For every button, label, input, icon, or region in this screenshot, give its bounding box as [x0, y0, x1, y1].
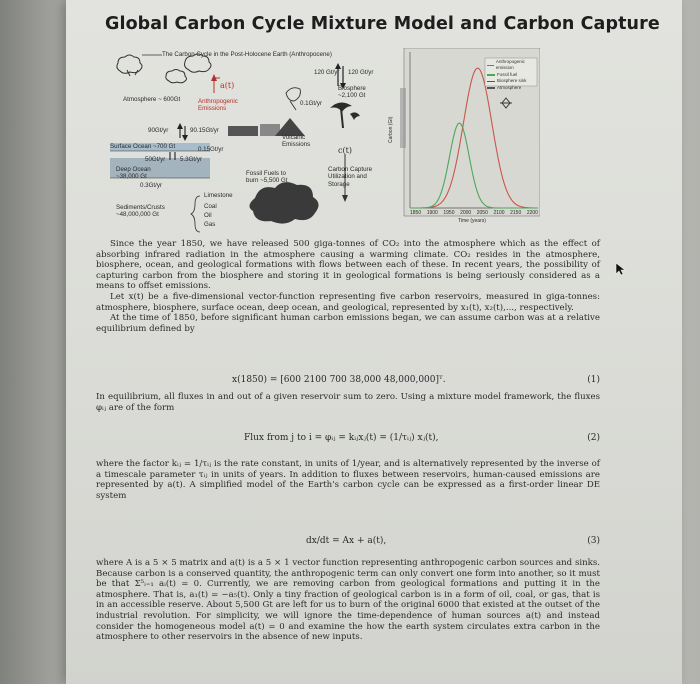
- paragraph-2: Let x(t) be a five-dimensional vector-function representing five carbon reservoirs, measured in giga-tonnes: atmosphere, biosphere, surface ocean, deep ocean, and geological, represented by x₁(t), x₂(t),..., respectively.: [96, 291, 600, 313]
- paragraph-4: In equilibrium, all fluxes in and out of a given reservoir sum to zero. Using a mixture model framework, the fluxes φᵢⱼ are of the form: [96, 392, 600, 413]
- surf-deep-flux: 0.15Gt/yr: [198, 146, 224, 153]
- x-tick-2: 1950: [443, 210, 455, 216]
- tree-icon: [330, 102, 360, 128]
- plot-x-label: Time (years): [458, 218, 486, 224]
- bio-small-flux: 0.1Gt/yr: [300, 100, 323, 107]
- deep-flux-right: 5.3Gt/yr: [180, 156, 203, 163]
- biosphere-label: Biosphere ~2,100 Gt: [338, 85, 366, 100]
- x-tick-6: 2150: [510, 210, 522, 216]
- fossil-fuel-cloud: [249, 182, 318, 223]
- body-text-4: [96, 558, 600, 643]
- ccus-label: Carbon Capture Utilization and Storage: [328, 166, 373, 188]
- legend-entry-2: Biosphere sink: [487, 78, 537, 84]
- body-text-2: [96, 392, 600, 413]
- x-tick-7: 2200: [526, 210, 538, 216]
- anthro-label: Anthropogenic Emissions: [198, 98, 238, 113]
- legend-entry-1: Fossil fuel: [487, 72, 537, 78]
- figure: [110, 48, 540, 256]
- paragraph-1: Since the year 1850, we have released 500 giga-tonnes of CO₂ into the atmosphere which as the effect of absorbing infrared radiation in the atmosphere causing a warming climate. CO₂ resides in the atmosphere, biosphere, ocean, and geological formations with flows between each of these. In recent years, the possibility of capturing carbon from the biosphere and storing it in geological formations is being seriously considered as a means to offset emissions.: [96, 239, 600, 292]
- ocean-flux-right: 90.15Gt/yr: [190, 127, 219, 134]
- x-tick-3: 2000: [460, 210, 472, 216]
- equation-1-number: (1): [587, 375, 600, 385]
- equation-2-number: (2): [587, 433, 600, 443]
- atmosphere-label: Atmosphere ~ 600Gt: [123, 96, 181, 103]
- legend-entry-0: Anthropogenic emission: [487, 59, 537, 72]
- x-tick-0: 1850: [410, 210, 422, 216]
- body-text: [96, 239, 600, 334]
- surface-ocean-label: Surface Ocean ~700 Gt: [110, 143, 176, 150]
- legend-entry-3: Atmosphere: [487, 85, 537, 91]
- gas-label: Gas: [204, 221, 216, 228]
- sediments-label: Sediments/Crusts ~48,000,000 Gt: [116, 204, 165, 219]
- deep-flux-left: 50Gt/yr: [145, 156, 166, 163]
- limestone-label: Limestone: [204, 192, 233, 199]
- x-tick-5: 2100: [493, 210, 505, 216]
- equation-2: Flux from j to i = φᵢⱼ = kᵢⱼxⱼ(t) = (1/τᵢⱼ) xⱼ(t),: [244, 433, 439, 443]
- diagram-heading: The Carbon Cycle in the Post-Holocene Earth (Anthropocene): [162, 51, 332, 58]
- paragraph-5: where the factor kᵢⱼ = 1/τᵢⱼ is the rate constant, in units of 1/year, and is alternatively represented by the inverse of a timescale parameter τᵢⱼ in units of years. In addition to fluxes between reservoirs, human-caused emissions are represented by a(t). A simplified model of the Earth's carbon cycle can be expressed as a first-order linear DE system: [96, 459, 600, 501]
- x-tick-1: 1900: [426, 210, 438, 216]
- x-tick-4: 2050: [476, 210, 488, 216]
- legend-entries: [487, 59, 537, 91]
- coal-label: Coal: [204, 203, 217, 210]
- plot-x-ticks: [410, 210, 538, 217]
- deep-ocean-label: Deep Ocean ~38,000 Gt: [116, 166, 151, 181]
- body-text-3: [96, 459, 600, 501]
- equation-1: x(1850) = [600 2100 700 38,000 48,000,000]ᵀ.: [232, 375, 446, 385]
- page-title: Global Carbon Cycle Mixture Model and Carbon Capture: [105, 14, 660, 34]
- mouse-cursor-icon: [615, 262, 627, 276]
- paragraph-6: where A is a 5 × 5 matrix and a(t) is a 5 × 1 vector function representing anthropogenic carbon sources and sinks. Because carbon is a conserved quantity, the anthropogenic term can only convert one form into another, so it must be that Σ⁵ᵢ₌₁ aᵢ(t) = 0. Currently, we are removing carbon from geological formations and putting it in the atmosphere. That is, a₁(t) = −a₅(t). Only a tiny fraction of geological carbon is in a form of oil, coal, or gas, that is in an accessible reserve. About 5,500 Gt are left for us to burn of the original 6000 that existed at the outset of the industrial revolution. For simplicity, we will ignore the time-dependence of human sources a(t) and instead consider the homogeneous model a(t) = 0 and examine the how the earth system circulates extra carbon in the atmosphere to other reservoirs in the absence of new inputs.: [96, 558, 600, 643]
- bio-flux-right: 120 Gt/yr: [348, 69, 374, 76]
- c-t-label: c(t): [338, 146, 352, 155]
- fossil-fuels-label: Fossil Fuels to burn ~5,500 Gt: [246, 170, 288, 185]
- bio-flux-left: 120 Gt/yr: [314, 69, 340, 76]
- equation-3: dx/dt = Ax + a(t),: [306, 536, 387, 546]
- a-t-label: a(t): [220, 81, 235, 90]
- volcanic-label: Volcanic Emissions: [282, 134, 311, 149]
- equation-3-number: (3): [587, 536, 600, 546]
- paragraph-3: At the time of 1850, before significant human carbon emissions began, we can assume carbon was at a relative equilibrium defined by: [96, 313, 600, 334]
- plot-y-label: Carbon (Gt): [388, 116, 394, 143]
- ocean-flux-left: 90Gt/yr: [148, 127, 169, 134]
- oil-label: Oil: [204, 212, 212, 219]
- sediment-flux: 0.3Gt/yr: [140, 182, 163, 189]
